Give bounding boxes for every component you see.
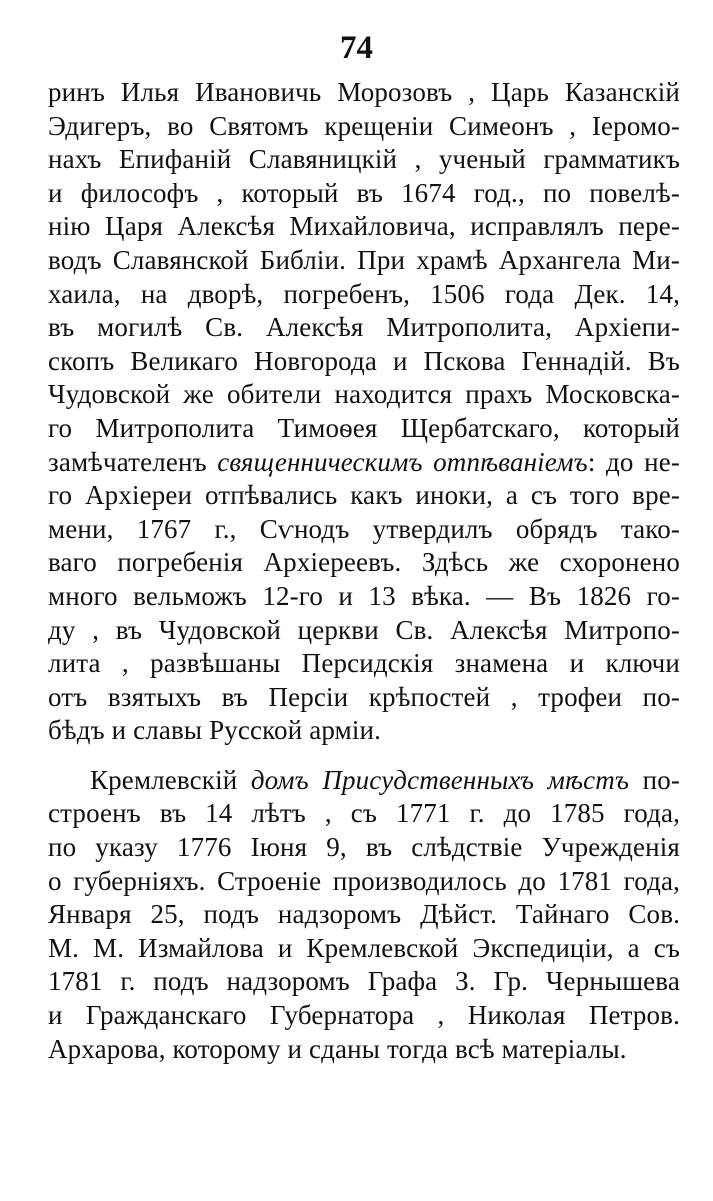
text-line: лита , развѣшаны Персидскія знамена и ключи <box>48 648 680 679</box>
text-line: скопъ Великаго Новгорода и Пскова Геннадій. Въ <box>48 345 680 376</box>
text-line: 1781 г. подъ надзоромъ Графа З. Гр. Чернышева <box>48 966 680 997</box>
page-number: 74 <box>340 30 373 66</box>
text-line: М. М. Измайлова и Кремлевской Экспедиціи, а съ <box>48 932 680 963</box>
text-line: Января 25, подъ надзоромъ Дѣйст. Тайнаго Сов. <box>48 899 680 930</box>
line-segment: по- <box>629 764 680 795</box>
line-segment: Кремлевскій <box>90 764 251 795</box>
text-line: и философъ , который въ 1674 год., по повелѣ- <box>48 177 680 208</box>
text-line: много вельможъ 12-го и 13 вѣка. — Въ 1826 го- <box>48 580 680 611</box>
text-line: нію Царя Алексѣя Михайловича, исправлялъ пере- <box>48 211 680 242</box>
text-line: и Гражданскаго Губернатора , Николая Петров. <box>48 1000 680 1031</box>
text-line: хаила, на дворѣ, погребенъ, 1506 года Дек. 14, <box>48 278 680 309</box>
text-line: мени, 1767 г., Сѵнодъ утвердилъ обрядъ тако- <box>48 513 680 544</box>
text-line: ринъ Илья Ивановичь Морозовъ , Царь Казанскій <box>48 77 680 107</box>
text-line: нахъ Епифаній Славяницкій , ученый грамматикъ <box>48 144 680 175</box>
text-line: ваго погребенія Архіереевъ. Здѣсь же схоронено <box>48 547 680 578</box>
text-line <box>48 446 680 480</box>
text-line: строенъ въ 14 лѣтъ , съ 1771 г. до 1785 года, <box>48 798 680 829</box>
text-line: водъ Славянской Библіи. При храмѣ Архангела Ми- <box>48 244 680 275</box>
text-line: по указу 1776 Іюня 9, въ слѣдствіе Учрежденія <box>48 832 680 863</box>
text-line: ду , въ Чудовской церкви Св. Алексѣя Митропо- <box>48 614 680 645</box>
text-line: Архарова, которому и сданы тогда всѣ матеріалы. <box>48 1033 627 1064</box>
text-line: го Митрополита Тимоѳея Щербатскаго, который <box>48 412 680 443</box>
italic-phrase: священническимъ отпѣваніемъ <box>217 446 588 477</box>
text-line: бѣдъ и славы Русской арміи. <box>48 715 381 746</box>
text-line: Эдигеръ, во Святомъ крещеніи Симеонъ , Іеромо- <box>48 110 680 141</box>
text-line: отъ взятыхъ въ Персіи крѣпостей , трофеи по- <box>48 681 680 712</box>
body-text <box>48 76 680 1066</box>
text-line: го Архіереи отпѣвались какъ иноки, а съ того вре- <box>48 480 680 511</box>
paragraph-gap <box>48 748 680 764</box>
paragraph-2 <box>48 764 680 1066</box>
text-line: въ могилѣ Св. Алексѣя Митрополита, Архіепи- <box>48 312 680 343</box>
text-line <box>48 764 680 798</box>
paragraph-1 <box>48 76 680 748</box>
line-segment: замѣчателенъ <box>48 446 218 477</box>
text-line: о губерніяхъ. Строеніе производилось до 1781 года, <box>48 865 680 896</box>
italic-phrase: домъ Присудственныхъ мѣстъ <box>250 764 630 795</box>
line-segment: : до не- <box>587 446 680 477</box>
text-line: Чудовской же обители находится прахъ Московска- <box>48 379 680 410</box>
